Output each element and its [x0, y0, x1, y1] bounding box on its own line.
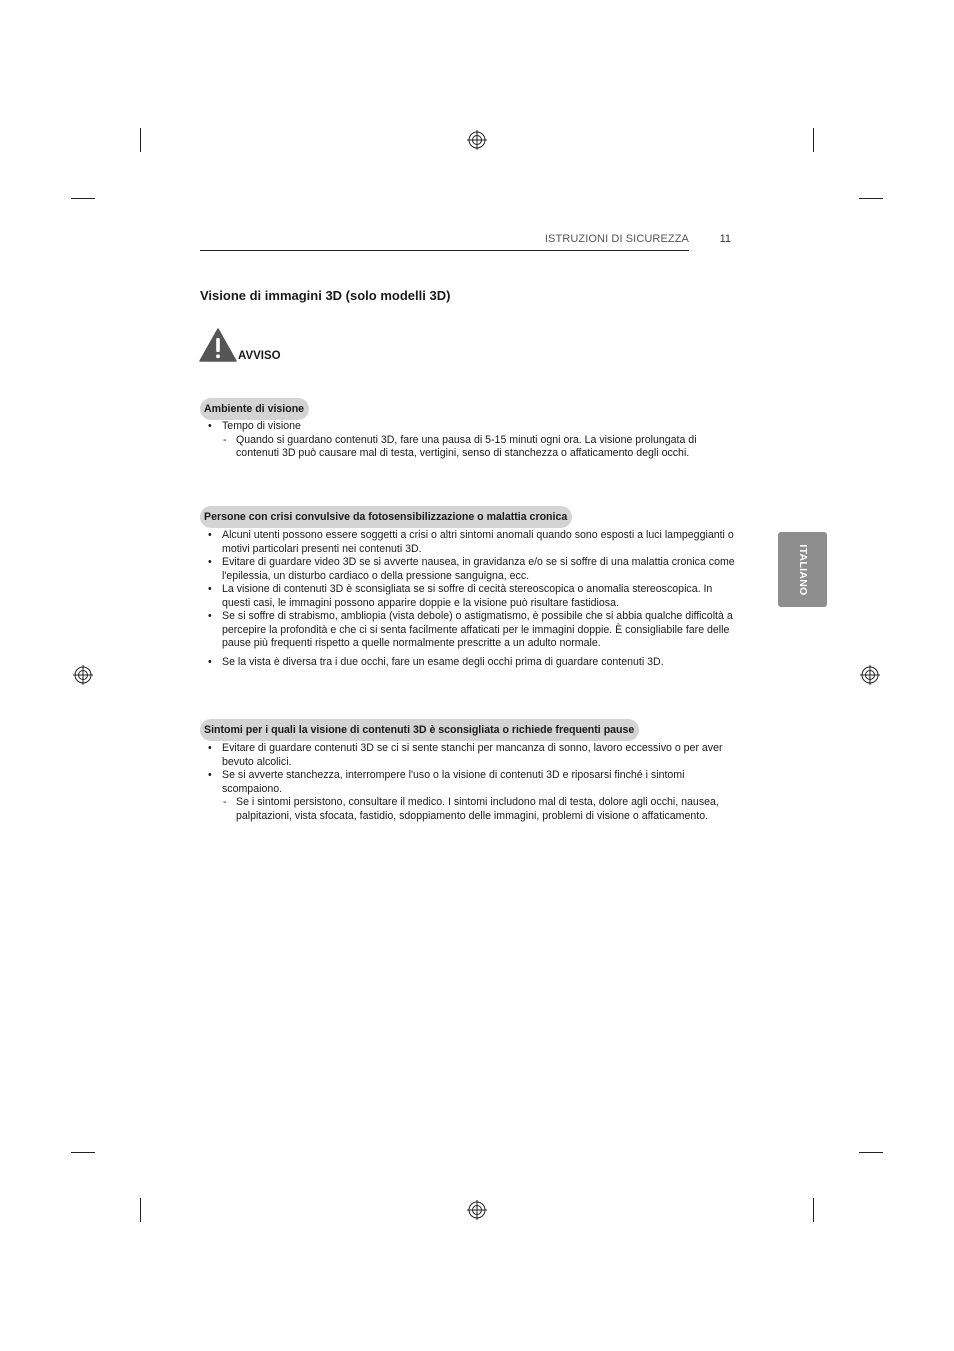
language-tab: [778, 532, 827, 607]
registration-mark-icon: [467, 130, 487, 150]
list-item: • Tempo di visione: [200, 420, 735, 434]
section-heading: Ambiente di visione: [200, 398, 309, 420]
header-divider: [200, 250, 689, 251]
registration-mark-icon: [73, 665, 93, 685]
registration-mark-icon: [467, 1200, 487, 1220]
list-item: • Evitare di guardare video 3D se si avverte nausea, in gravidanza e/o se si soffre di una malattia cronica come l'epilessia, un disturbo cardiaco o della pressione sanguigna, ecc.: [200, 556, 735, 583]
crop-mark: [71, 1152, 95, 1153]
warning-triangle-icon: [199, 328, 237, 362]
list-item: • La visione di contenuti 3D è sconsigliata se si soffre di cecità stereoscopica o anomalia stereoscopica. In questi casi, le immagini possono apparire doppie e la visione può risultare fastidiosa.: [200, 583, 735, 610]
header-section-title: ISTRUZIONI DI SICUREZZA: [544, 233, 689, 245]
crop-mark: [859, 1152, 883, 1153]
warning-label: AVVISO: [238, 350, 281, 362]
section-list: [200, 742, 735, 823]
crop-mark: [813, 1198, 814, 1222]
crop-mark: [140, 128, 141, 152]
crop-mark: [71, 198, 95, 199]
list-subitem: - Se i sintomi persistono, consultare il medico. I sintomi includono mal di testa, dolore agli occhi, nausea, palpitazioni, vista sfocata, fastidio, sdoppiamento delle immagini, problemi di visione o affaticamento.: [200, 796, 735, 823]
page-title: Visione di immagini 3D (solo modelli 3D): [200, 288, 451, 303]
language-tab-label: ITALIANO: [796, 543, 809, 596]
crop-mark: [813, 128, 814, 152]
list-item: • Se si soffre di strabismo, ambliopia (vista debole) o astigmatismo, è possibile che si abbia qualche difficoltà a percepire la profondità e che ci si senta facilmente affaticati per le immagini doppie. È consigliabile fare delle pause più frequenti rispetto a quelle normalmente prescritte a un adulto normale.: [200, 610, 735, 651]
section-list: [200, 529, 735, 669]
crop-mark: [859, 198, 883, 199]
section-heading: Persone con crisi convulsive da fotosensibilizzazione o malattia cronica: [200, 506, 572, 528]
list-subitem: - Quando si guardano contenuti 3D, fare una pausa di 5-15 minuti ogni ora. La visione prolungata di contenuti 3D può causare mal di testa, vertigini, senso di stanchezza o affaticamento degli occhi.: [200, 434, 735, 461]
list-item: • Se la vista è diversa tra i due occhi, fare un esame degli occhi prima di guardare contenuti 3D.: [200, 656, 735, 670]
list-item: • Alcuni utenti possono essere soggetti a crisi o altri sintomi anomali quando sono esposti a luci lampeggianti o motivi particolari presenti nei contenuti 3D.: [200, 529, 735, 556]
running-header: [200, 233, 731, 249]
crop-mark: [140, 1198, 141, 1222]
section-list: [200, 420, 735, 461]
section-heading: Sintomi per i quali la visione di contenuti 3D è sconsigliata o richiede frequenti pause: [200, 719, 639, 741]
list-item: • Se si avverte stanchezza, interrompere l'uso o la visione di contenuti 3D e riposarsi finché i sintomi scompaiono.: [200, 769, 735, 796]
list-item: • Evitare di guardare contenuti 3D se ci si sente stanchi per mancanza di sonno, lavoro eccessivo o per aver bevuto alcolici.: [200, 742, 735, 769]
registration-mark-icon: [860, 665, 880, 685]
page-number: 11: [719, 233, 731, 245]
